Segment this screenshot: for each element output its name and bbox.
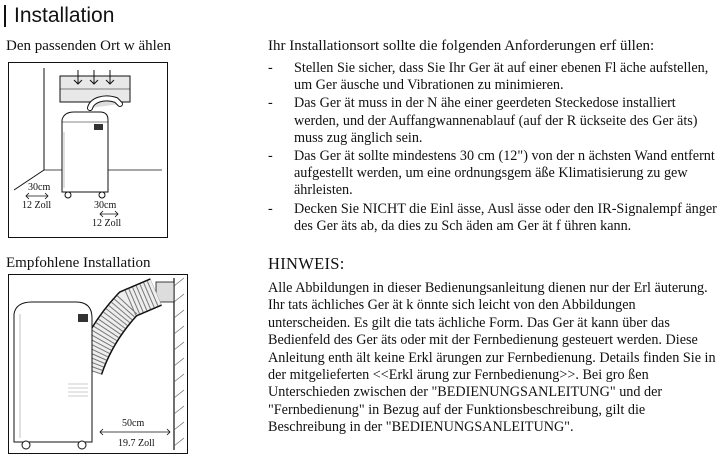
dim-label-back-cm: 30cm: [94, 200, 117, 211]
list-item: - Das Ger ät muss in der N ähe einer geerdeten Steckedose installiert werden, und der Auffangwannenablauf (auf der R ückseite des Ger äts) muss zug änglich sein.: [268, 95, 698, 146]
placement-illustration: [8, 62, 168, 238]
list-item: - Das Ger ät sollte mindestens 30 cm (12") von der n ächsten Wand entfernt aufgestellt werden, um eine ordnungsgem äße Klimatisierung zu gew ährleisten.: [268, 148, 715, 199]
dim-label-side-cm: 30cm: [28, 182, 51, 193]
list-item: - Decken Sie NICHT die Einl ässe, Ausl ässe oder den IR-Signalempf änger des Ger äts ab, da dies zu Sch äden am Ger ät f ühren kann.: [268, 200, 717, 234]
note-heading: HINWEIS:: [268, 254, 345, 273]
requirements-list: [268, 60, 718, 236]
page-title: Installation: [14, 4, 115, 27]
dim-label-side-in: 12 Zoll: [22, 200, 52, 211]
dim-label-back-in: 12 Zoll: [92, 218, 122, 229]
note-text: Alle Abbildungen in dieser Bedienungsanleitung dienen nur der Erl äuterung. Ihr tats ächliches Ger ät k önnte sich leicht von den Abbildungen unterscheiden. Es gilt die tats ächliche Form. Das Ger ät kann über das Bedienfeld des Ger äts oder mit der Fernbedienung gesteuert werden. Diese Anleitung enth ält keine Erkl ärungen zur Fernbedienung. Details finden Sie in der mitgelieferten <<Erkl ärung zur Fernbedienung>>. Bei gro ßen Unterschieden zwischen der "BEDIENUNGSANLEITUNG" und der "Fernbedienung" in Bezug auf der Funktionsbeschreibung, gilt die Beschreibung in der "BEDIENUNGSANLEITUNG".: [268, 280, 716, 436]
page-header: [4, 2, 114, 30]
title-rule: [4, 5, 6, 27]
dim-label-wall-cm: 50cm: [122, 418, 145, 429]
section-title-recommended: Empfohlene Installation: [6, 255, 151, 271]
section-title-location: Den passenden Ort w ählen: [6, 38, 171, 54]
list-item: - Stellen Sie sicher, dass Sie Ihr Ger ät auf einer ebenen Fl äche aufstellen, um Ger äusche und Vibrationen zu minimieren.: [268, 60, 709, 94]
dim-label-wall-in: 19.7 Zoll: [118, 438, 155, 449]
requirements-intro: Ihr Installationsort sollte die folgenden Anforderungen erf üllen:: [268, 38, 655, 54]
recommended-installation-illustration: [8, 274, 188, 454]
